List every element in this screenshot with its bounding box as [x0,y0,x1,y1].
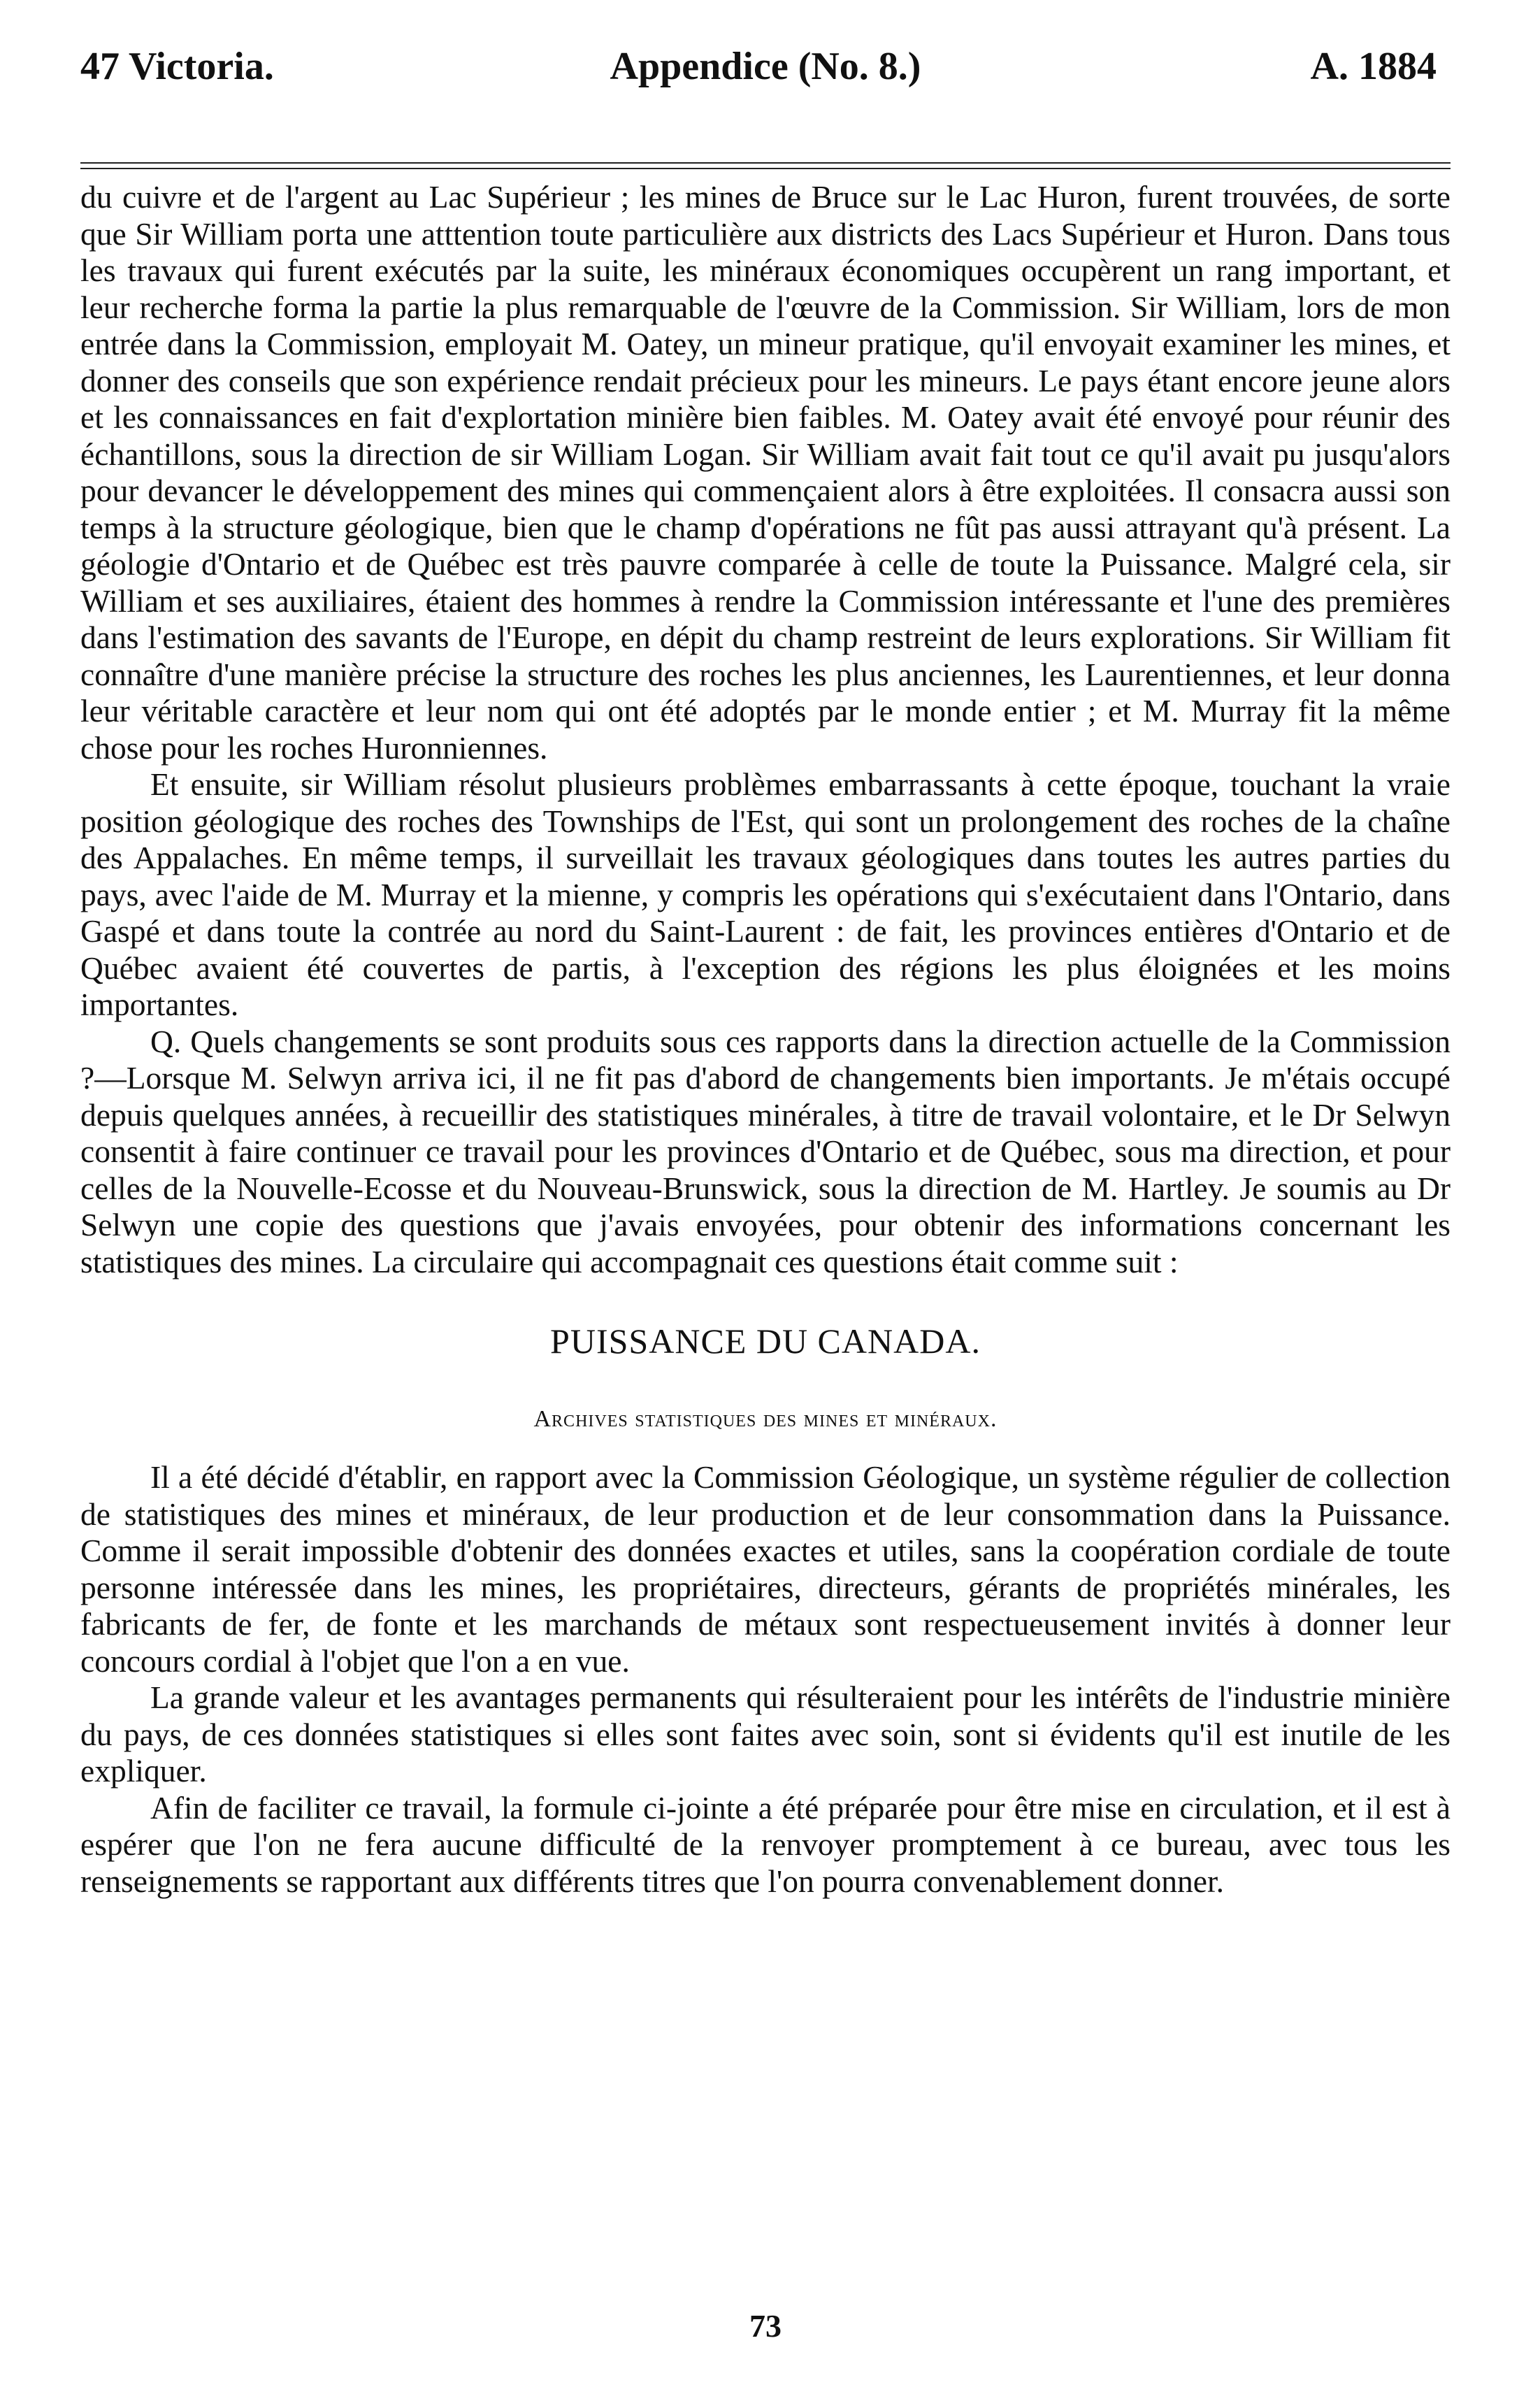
header-volume: 47 Victoria. [80,45,274,88]
header-year: A. 1884 [1310,45,1437,88]
paragraph: Q. Quels changements se sont produits sous ces rapports dans la direction actuelle de la Commission ?—Lorsque M. Selwyn arriva ici, il ne fit pas d'abord de changements bien importants. Je m'étais occupé depuis quelques années, à recueillir des statistiques minérales, à titre de travail volontaire, et le Dr Selwyn consentit à faire continuer ce travail pour les provinces d'Ontario et de Québec, sous ma direction, et pour celles de la Nouvelle-Ecosse et du Nouveau-Brunswick, sous la direction de M. Hartley. Je soumis au Dr Selwyn une copie des questions que j'avais envoyées, pour obtenir des informations concernant les statistiques des mines. La circulaire qui accompagnait ces questions était comme suit : [80,1023,1451,1280]
page-number: 73 [749,2308,782,2344]
header-appendix: Appendice (No. 8.) [610,45,921,88]
circular-paragraph: Il a été décidé d'établir, en rapport avec la Commission Géologique, un système régulier de collection de statistiques des mines et minéraux, de leur production et de leur consommation dans la Puissance. Comme il serait impossible d'obtenir des données exactes et utiles, sans la coopération cordiale de toute personne intéressée dans les mines, les propriétaires, directeurs, gérants de propriétés minérales, les fabricants de fer, de fonte et les marchands de métaux sont respectueusement invités à donner leur concours cordial à l'objet que l'on a en vue. [80,1459,1451,1679]
document-page [80,28,1451,2391]
section-subtitle: Archives statistiques des mines et minéraux. [533,1406,998,1432]
running-header [80,28,1451,105]
circular-paragraph: Afin de faciliter ce travail, la formule ci-jointe a été préparée pour être mise en circulation, et il est à espérer que l'on ne fera aucune difficulté de la renvoyer promptement à ce bureau, avec tous les renseignements se rapportant aux différents titres que l'on pourra convenablement donner. [80,1789,1451,1899]
header-rule [80,162,1451,169]
section-title: PUISSANCE DU CANADA. [550,1321,981,1361]
circular-paragraph: La grande valeur et les avantages permanents qui résulteraient pour les intérêts de l'industrie minière du pays, de ces données statistiques si elles sont faites avec soin, sont si évidents qu'il est inutile de les expliquer. [80,1679,1451,1789]
body-text [80,179,1451,1900]
paragraph: Et ensuite, sir William résolut plusieurs problèmes embarrassants à cette époque, touchant la vraie position géologique des roches des Townships de l'Est, qui sont un prolongement des roches de la chaîne des Appalaches. En même temps, il surveillait les travaux géologiques dans toutes les autres parties du pays, avec l'aide de M. Murray et la mienne, y compris les opérations qui s'exécutaient dans l'Ontario, dans Gaspé et dans toute la contrée au nord du Saint-Laurent : de fait, les provinces entières d'Ontario et de Québec avaient été couvertes de partis, à l'exception des régions les plus éloignées et les moins importantes. [80,766,1451,1022]
paragraph: du cuivre et de l'argent au Lac Supérieur ; les mines de Bruce sur le Lac Huron, furent trouvées, de sorte que Sir William porta une atttention toute particulière aux districts des Lacs Supérieur et Huron. Dans tous les travaux qui furent exécutés par la suite, les minéraux économiques occupèrent un rang important, et leur recherche forma la partie la plus remarquable de l'œuvre de la Commission. Sir William, lors de mon entrée dans la Commission, employait M. Oatey, un mineur pratique, qu'il envoyait examiner les mines, et donner des conseils que son expérience rendait précieux pour les mineurs. Le pays étant encore jeune alors et les connaissances en fait d'explortation minière bien faibles. M. Oatey avait été envoyé pour réunir des échantillons, sous la direction de sir William Logan. Sir William avait fait tout ce qu'il avait pu jusqu'alors pour devancer le développement des mines qui commençaient alors à être exploitées. Il consacra aussi son temps à la structure géologique, bien que le champ d'opérations ne fût pas aussi attrayant qu'à présent. La géologie d'Ontario et de Québec est très pauvre comparée à celle de toute la Puissance. Malgré cela, sir William et ses auxiliaires, étaient des hommes à rendre la Commission intéressante et l'une des premières dans l'estimation des savants de l'Europe, en dépit du champ restreint de leurs explorations. Sir William fit connaître d'une manière précise la structure des roches les plus anciennes, les Laurentiennes, et leur donna leur véritable caractère et leur nom qui ont été adoptés par le monde entier ; et M. Murray fit la même chose pour les roches Huronniennes. [80,179,1451,766]
